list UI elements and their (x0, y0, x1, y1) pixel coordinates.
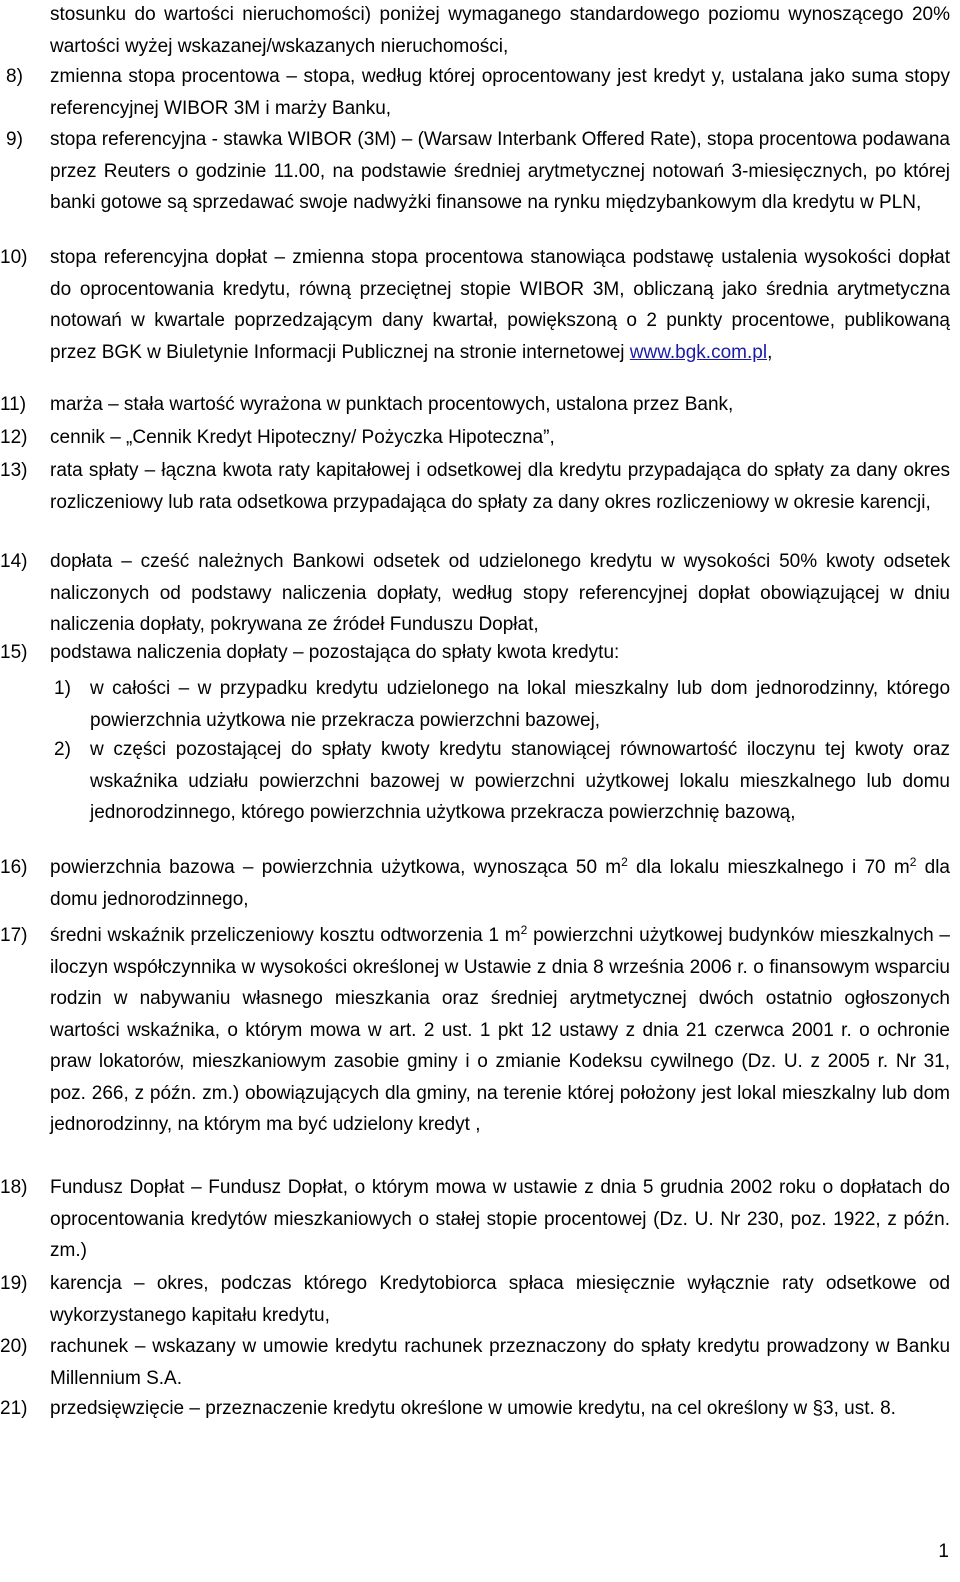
bgk-website-link[interactable]: www.bgk.com.pl (629, 341, 768, 363)
item-separator: – (128, 1336, 153, 1357)
subitem-definition: w części pozostającej do spłaty kwoty kredytu stanowiącej równowartość iloczynu tej kwoty oraz wskaźnika udziału powierzchni bazowej w powierzchni użytkowej lokalu mieszkalnego lub domu jednorodzinnego, którego powierzchnia użytkowa przekracza powierzchnię bazową, (90, 739, 950, 823)
item-definition: pozostająca do spłaty kwota kredytu: (308, 642, 620, 663)
item-number: 13) (0, 460, 28, 481)
item-number: 8) (6, 66, 23, 87)
definition-item-11 (0, 389, 950, 421)
item-number: 17) (0, 925, 28, 946)
item-text (50, 852, 950, 915)
lead-paragraph: stosunku do wartości nieruchomości) poniżej wymaganego standardowego poziomu wynoszącego 20% wartości wyżej wskazanej/wskazanych nieruchomości, (50, 4, 950, 57)
definition-item-21 (0, 1393, 950, 1425)
item-text (50, 455, 950, 518)
item-text (50, 422, 950, 454)
item-number: 19) (0, 1273, 28, 1294)
superscript: 2 (621, 855, 628, 869)
item-term: przedsięwzięcie (50, 1398, 185, 1419)
subitem-number: 2) (54, 739, 71, 760)
item-definition: Fundusz Dopłat, o którym mowa w ustawie z dnia 5 grudnia 2002 roku o dopłatach do oprocentowania kredytów mieszkaniowych o stałej stopie procentowej (Dz. U. Nr 230, poz. 1922, z późn. zm.) (50, 1177, 950, 1261)
item-separator: – (112, 551, 141, 572)
item-definition: powierzchni użytkowej budynków mieszkalnych – iloczyn współczynnika w wysokości określonej w Ustawie z dnia 8 września 2006 r. o finansowym wsparciu rodzin w nabywaniu własnego mieszkania oraz średniej arytmetycznej dwóch ostatnio ogłoszonych wartości wskaźnika, o którym mowa w art. 2 ust. 1 pkt 12 ustawy z dnia 21 czerwca 2001 r. o ochronie praw lokatorów, mieszkaniowym zasobie gminy i o zmianie Kodeksu cywilnego (Dz. U. z 2005 r. Nr 31, poz. 266, z późn. zm.) obowiązujących dla gminy, na terenie której położony jest lokal mieszkalny lub dom jednorodzinny, na którym ma być udzielony kredyt , (50, 925, 950, 1135)
item-definition: dla lokalu mieszkalnego i 70 m (627, 857, 910, 878)
item-separator: – (184, 1177, 209, 1198)
item-term: średni wskaźnik przeliczeniowy kosztu odtworzenia 1 m (50, 925, 521, 946)
item-definition: stała wartość wyrażona w punktach procentowych, ustalona przez Bank, (123, 394, 734, 415)
item-separator: – (279, 66, 304, 87)
item-term: stopa referencyjna dopłat (50, 247, 268, 268)
item-separator: – (287, 642, 309, 663)
subitem-separator: – (170, 678, 198, 699)
item-number: 14) (0, 551, 28, 572)
page-number: 1 (938, 1541, 949, 1562)
item-separator: – (138, 460, 162, 481)
item-text (50, 1268, 950, 1331)
item-definition: dla domu jednorodzinnego, (50, 857, 950, 910)
item-punctuation: , (767, 341, 773, 363)
item-text (50, 637, 950, 669)
item-number: 20) (0, 1336, 28, 1357)
item-term: rachunek (50, 1336, 129, 1357)
definition-item-12 (0, 422, 950, 454)
item-term: dopłata (50, 551, 113, 572)
definition-item-18 (0, 1172, 950, 1267)
item-text (50, 1331, 950, 1394)
item-term: powierzchnia bazowa (50, 857, 235, 878)
item-number: 21) (0, 1398, 28, 1419)
item-separator: – (121, 1273, 157, 1294)
item-term: zmienna stopa procentowa (50, 66, 280, 87)
item-text (50, 1172, 950, 1267)
item-number: 18) (0, 1177, 28, 1198)
superscript: 2 (909, 855, 917, 869)
item-text (50, 242, 950, 368)
subitem-term: w całości (90, 678, 171, 699)
item-separator: – (104, 427, 127, 448)
item-number: 15) (0, 642, 28, 663)
item-definition: przeznaczenie kredytu określone w umowie kredytu, na cel określony w §3, ust. 8. (205, 1398, 896, 1419)
item-definition: zmienna stopa procentowa stanowiąca podstawę ustalenia wysokości dopłat do oprocentowania kredytu, równą przeciętnej stopie WIBOR 3M, obliczaną jako średnia arytmetyczna notowań w kwartale poprzedzającym dany kwartał, powiększoną o 2 punkty procentowe, publikowaną przez BGK w Biuletynie Informacji Publicznej na stronie internetowej (50, 247, 951, 363)
definition-item-13 (0, 455, 951, 518)
item-definition: stopa, według której oprocentowany jest kredyt y, ustalana jako suma stopy referencyjnej WIBOR 3M i marży Banku, (50, 66, 950, 119)
subitem-text (90, 673, 950, 736)
item-text (50, 124, 950, 219)
item-definition: wskazany w umowie kredytu rachunek przeznaczony do spłaty kredytu prowadzony w Banku Millennium S.A. (50, 1336, 951, 1389)
subitem-definition: w przypadku kredytu udzielonego na lokal mieszkalny lub dom jednorodzinny, którego powierzchnia użytkowa nie przekracza powierzchni bazowej, (90, 678, 951, 731)
definition-item-19 (0, 1268, 951, 1331)
item-number: 12) (0, 427, 28, 448)
definition-item-10 (0, 242, 951, 368)
item-term: karencja (50, 1273, 122, 1294)
item-text (50, 61, 950, 124)
item-definition: okres, podczas którego Kredytobiorca spłaca miesięcznie wyłącznie raty odsetkowe od wykorzystanego kapitału kredytu, (50, 1273, 951, 1326)
item-term: marża (50, 394, 103, 415)
item-term: podstawa naliczenia dopłaty (50, 642, 288, 663)
subitem-1 (54, 673, 951, 736)
item-definition: stawka WIBOR (3M) – (Warsaw Interbank Offered Rate), stopa procentowa podawana przez Reuters o godzinie 11.00, na podstawie średniej arytmetycznej notowań 3-miesięcznych, po której banki gotowe są sprzedawać swoje nadwyżki finansowe na rynku międzybankowym dla kredytu w PLN, (50, 129, 950, 213)
superscript: 2 (520, 923, 528, 937)
item-separator: – (267, 247, 293, 268)
item-definition: „Cennik Kredyt Hipoteczny/ Pożyczka Hipoteczna”, (126, 427, 555, 448)
item-term: stopa referencyjna (50, 129, 207, 150)
item-text (50, 920, 950, 1141)
definition-item-8 (6, 61, 950, 124)
item-text (50, 546, 950, 641)
item-definition: łączna kwota raty kapitałowej i odsetkowej dla kredytu przypadająca do spłaty za dany okres rozliczeniowy lub rata odsetkowa przypadająca do spłaty za dany okres rozliczeniowy w okresie karencji, (50, 460, 951, 513)
item-number: 11) (0, 394, 27, 415)
item-text (50, 389, 950, 421)
item-number: 10) (0, 247, 28, 268)
definition-item-15 (0, 637, 950, 669)
item-term: rata spłaty (50, 460, 139, 481)
definition-item-20 (0, 1331, 951, 1394)
subitem-2 (54, 734, 950, 829)
item-definition: cześć należnych Bankowi odsetek od udzielonego kredytu w wysokości 50% kwoty odsetek naliczonych od podstawy naliczenia dopłaty, według stopy referencyjnej dopłat obowiązującej w dniu naliczenia dopłaty, pokrywana ze źródeł Funduszu Dopłat, (50, 551, 950, 635)
item-term: cennik (50, 427, 105, 448)
item-number: 9) (6, 129, 23, 150)
item-definition: powierzchnia użytkowa, wynosząca 50 m (261, 857, 622, 878)
item-separator: - (206, 129, 224, 150)
definition-item-17 (0, 920, 950, 1141)
definition-item-9 (6, 124, 950, 219)
subitem-number: 1) (54, 678, 71, 699)
item-separator: – (184, 1398, 206, 1419)
item-term: Fundusz Dopłat (50, 1177, 185, 1198)
item-separator: – (102, 394, 124, 415)
item-number: 16) (0, 857, 28, 878)
item-text (50, 1393, 950, 1425)
subitem-text (90, 734, 950, 829)
item-separator: – (234, 857, 262, 878)
definition-item-14 (0, 546, 950, 641)
definition-item-16 (0, 852, 950, 915)
